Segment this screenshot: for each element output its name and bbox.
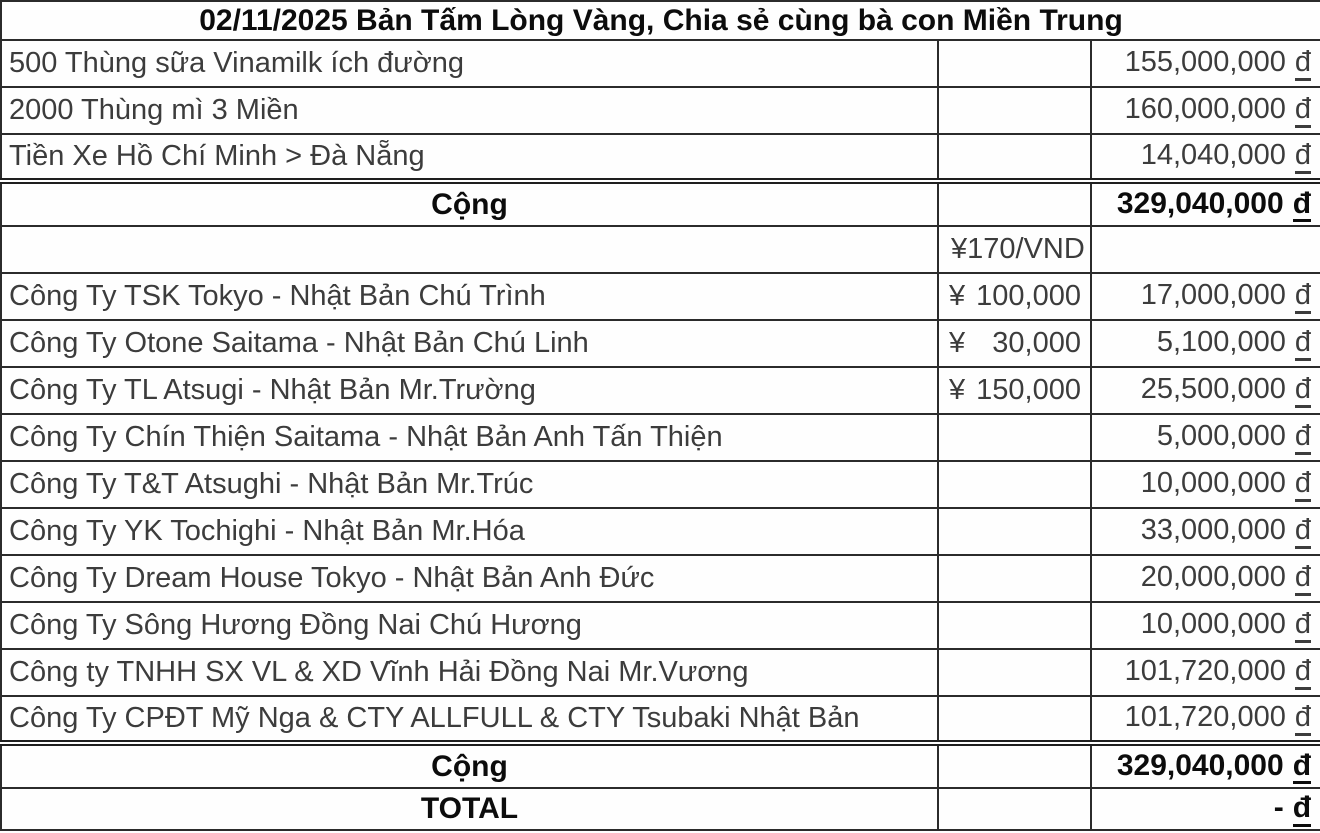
table-row: [1, 367, 1320, 414]
yen-amount: 150,000: [976, 374, 1081, 406]
vnd-cell: [1091, 226, 1320, 273]
yen-cell: [938, 788, 1091, 830]
table-row: [1, 181, 1320, 226]
vnd-cell: [1091, 320, 1320, 367]
vnd-amount: 10,000,000: [1140, 467, 1286, 500]
dong-symbol: đ: [1295, 140, 1311, 173]
row-description: Công Ty Dream House Tokyo - Nhật Bản Anh Đức: [9, 562, 655, 594]
vnd-amount: 25,500,000: [1140, 373, 1286, 406]
table-row: [1, 87, 1320, 134]
dong-symbol: đ: [1295, 656, 1311, 689]
yen-cell: [938, 40, 1091, 87]
yen-cell: [938, 320, 1091, 367]
description-cell: [1, 649, 938, 696]
table-row: [1, 40, 1320, 87]
yen-cell-content: [939, 374, 1090, 407]
row-description: Cộng: [431, 749, 508, 783]
yen-cell: [938, 555, 1091, 602]
vnd-cell: [1091, 414, 1320, 461]
vnd-cell: [1091, 555, 1320, 602]
yen-cell: [938, 649, 1091, 696]
row-description: Công Ty Sông Hương Đồng Nai Chú Hương: [9, 609, 582, 641]
table-row: [1, 414, 1320, 461]
dong-symbol: đ: [1295, 609, 1311, 642]
yen-cell: [938, 508, 1091, 555]
description-cell: [1, 414, 938, 461]
dong-symbol: đ: [1295, 515, 1311, 548]
vnd-amount: 17,000,000: [1140, 279, 1286, 312]
vnd-amount: 14,040,000: [1140, 139, 1286, 172]
row-description: Công ty TNHH SX VL & XD Vĩnh Hải Đồng Nai Mr.Vương: [9, 656, 749, 688]
description-cell: [1, 461, 938, 508]
description-cell: [1, 226, 938, 273]
row-description: TOTAL: [420, 792, 519, 825]
vnd-amount: 329,040,000: [1116, 186, 1284, 220]
yen-symbol: ¥: [949, 280, 966, 312]
yen-cell-content: [939, 233, 1090, 266]
vnd-cell: [1091, 134, 1320, 181]
yen-exchange-rate: ¥170/VND: [951, 233, 1085, 265]
row-description: Công Ty CPĐT Mỹ Nga & CTY ALLFULL & CTY Tsubaki Nhật Bản: [9, 702, 860, 734]
table-row: [1, 134, 1320, 181]
vnd-cell: [1091, 602, 1320, 649]
dong-symbol: đ: [1295, 702, 1311, 735]
row-description: Công Ty T&T Atsughi - Nhật Bản Mr.Trúc: [9, 468, 534, 500]
row-description: Công Ty Chín Thiện Saitama - Nhật Bản Anh Tấn Thiện: [9, 421, 723, 453]
description-cell: [1, 696, 938, 743]
vnd-amount: 329,040,000: [1116, 748, 1284, 782]
vnd-cell: [1091, 40, 1320, 87]
vnd-cell: [1091, 87, 1320, 134]
vnd-cell: [1091, 696, 1320, 743]
table-row: [1, 743, 1320, 788]
table-row: [1, 555, 1320, 602]
vnd-cell: [1091, 788, 1320, 830]
description-cell: [1, 555, 938, 602]
table-row: [1, 320, 1320, 367]
dong-symbol: đ: [1295, 280, 1311, 313]
vnd-cell: [1091, 743, 1320, 788]
yen-amount: 30,000: [992, 327, 1081, 359]
yen-cell-content: [939, 327, 1090, 360]
row-description: Công Ty TL Atsugi - Nhật Bản Mr.Trường: [9, 374, 536, 406]
yen-cell: [938, 461, 1091, 508]
description-cell: [1, 788, 938, 830]
yen-cell: [938, 134, 1091, 181]
yen-cell: [938, 226, 1091, 273]
vnd-cell: [1091, 461, 1320, 508]
vnd-amount: 155,000,000: [1124, 46, 1286, 79]
vnd-cell: [1091, 367, 1320, 414]
yen-symbol: ¥: [949, 327, 966, 359]
dong-symbol: đ: [1293, 792, 1311, 827]
table-row: [1, 696, 1320, 743]
yen-cell: [938, 743, 1091, 788]
vnd-cell: [1091, 649, 1320, 696]
description-cell: [1, 508, 938, 555]
vnd-amount: 5,100,000: [1156, 326, 1286, 359]
row-description: 500 Thùng sữa Vinamilk ích đường: [9, 47, 464, 79]
yen-cell: [938, 273, 1091, 320]
table-row: [1, 602, 1320, 649]
vnd-amount: 33,000,000: [1140, 514, 1286, 547]
yen-cell: [938, 87, 1091, 134]
description-cell: [1, 602, 938, 649]
dong-symbol: đ: [1295, 374, 1311, 407]
table-row: [1, 273, 1320, 320]
table-row: [1, 508, 1320, 555]
description-cell: [1, 743, 938, 788]
title-row: [1, 1, 1320, 40]
description-cell: [1, 181, 938, 226]
dong-symbol: đ: [1295, 468, 1311, 501]
yen-cell: [938, 414, 1091, 461]
dong-symbol: đ: [1293, 188, 1311, 223]
vnd-amount: 101,720,000: [1124, 701, 1286, 734]
yen-cell: [938, 602, 1091, 649]
vnd-amount: 20,000,000: [1140, 561, 1286, 594]
description-cell: [1, 320, 938, 367]
description-cell: [1, 367, 938, 414]
vnd-cell: [1091, 508, 1320, 555]
dong-symbol: đ: [1295, 47, 1311, 80]
vnd-cell: [1091, 181, 1320, 226]
dong-symbol: đ: [1295, 94, 1311, 127]
description-cell: [1, 134, 938, 181]
row-description: Tiền Xe Hồ Chí Minh > Đà Nẵng: [9, 140, 425, 172]
row-description: Công Ty Otone Saitama - Nhật Bản Chú Linh: [9, 327, 589, 359]
description-cell: [1, 87, 938, 134]
row-description: Cộng: [431, 187, 508, 221]
vnd-amount: 10,000,000: [1140, 608, 1286, 641]
row-description: 2000 Thùng mì 3 Miền: [9, 94, 299, 126]
vnd-amount: -: [1273, 791, 1284, 825]
table-row: [1, 649, 1320, 696]
yen-symbol: ¥: [949, 374, 966, 406]
yen-cell: [938, 696, 1091, 743]
table-row: [1, 461, 1320, 508]
row-description: Công Ty YK Tochighi - Nhật Bản Mr.Hóa: [9, 515, 525, 547]
yen-cell-content: [939, 280, 1090, 313]
vnd-amount: 160,000,000: [1124, 93, 1286, 126]
dong-symbol: đ: [1295, 327, 1311, 360]
table-row: [1, 226, 1320, 273]
table-row: [1, 788, 1320, 830]
description-cell: [1, 273, 938, 320]
vnd-amount: 5,000,000: [1156, 420, 1286, 453]
vnd-cell: [1091, 273, 1320, 320]
dong-symbol: đ: [1293, 750, 1311, 785]
dong-symbol: đ: [1295, 421, 1311, 454]
description-cell: [1, 40, 938, 87]
yen-cell: [938, 367, 1091, 414]
dong-symbol: đ: [1295, 562, 1311, 595]
table-title: 02/11/2025 Bản Tấm Lòng Vàng, Chia sẻ cùng bà con Miền Trung: [1, 1, 1320, 40]
yen-amount: 100,000: [976, 280, 1081, 312]
row-description: Công Ty TSK Tokyo - Nhật Bản Chú Trình: [9, 280, 546, 312]
vnd-amount: 101,720,000: [1124, 655, 1286, 688]
yen-cell: [938, 181, 1091, 226]
